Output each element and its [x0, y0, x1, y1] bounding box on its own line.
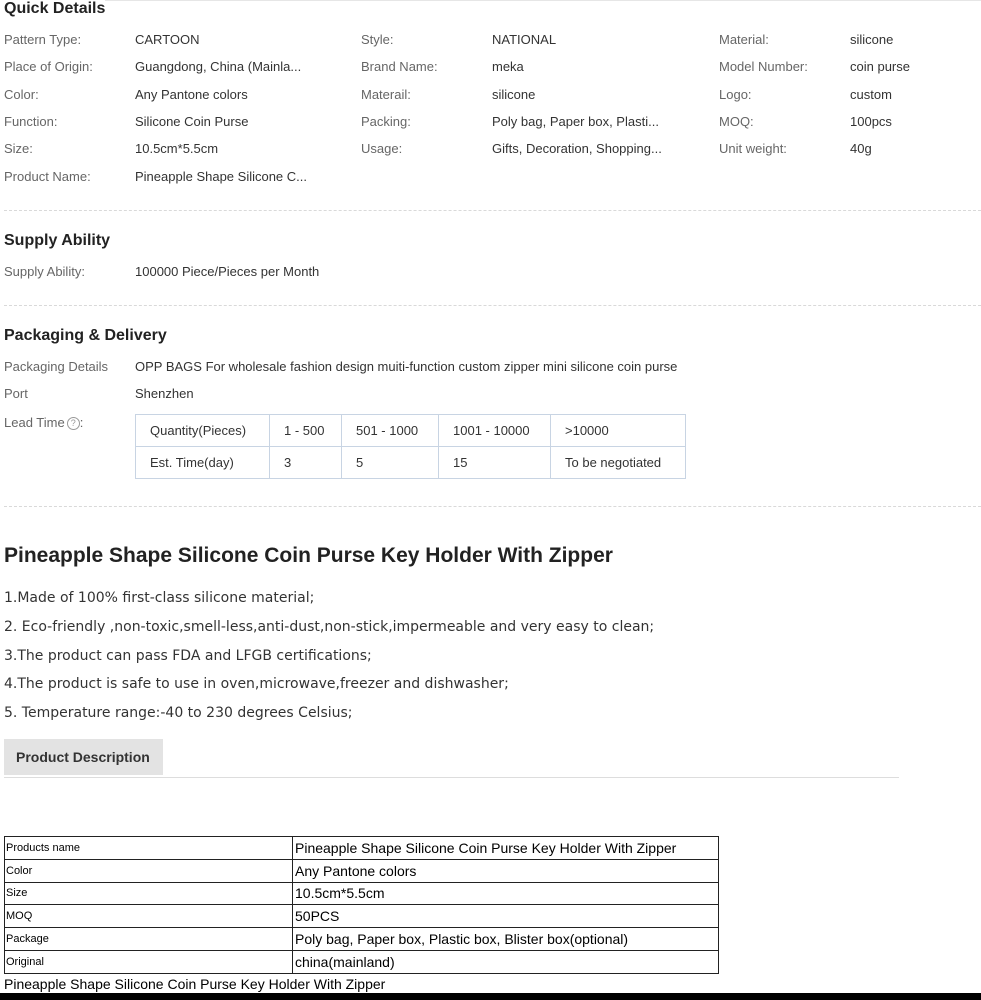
- packaging-details-label: Packaging Details: [4, 359, 109, 374]
- detail-value: NATIONAL: [492, 32, 557, 47]
- section-divider: [4, 305, 981, 306]
- detail-label: Logo:: [719, 87, 752, 102]
- port-value: Shenzhen: [135, 386, 194, 401]
- detail-value: Any Pantone colors: [135, 87, 248, 102]
- detail-value: Gifts, Decoration, Shopping...: [492, 141, 662, 156]
- spec-key: MOQ: [5, 905, 293, 928]
- detail-value: Pineapple Shape Silicone C...: [135, 169, 308, 184]
- detail-value: Poly bag, Paper box, Plasti...: [492, 114, 659, 129]
- detail-label: Material:: [719, 32, 769, 47]
- spec-value: 50PCS: [293, 905, 719, 928]
- table-row: [5, 950, 719, 973]
- detail-value: coin purse: [850, 59, 910, 74]
- port-label: Port: [4, 386, 28, 401]
- supply-ability-label: Supply Ability:: [4, 264, 85, 279]
- detail-label: Size:: [4, 141, 33, 156]
- lead-time-label: Lead Time: [4, 415, 65, 430]
- table-row: [136, 447, 686, 479]
- detail-label: Pattern Type:: [4, 32, 82, 47]
- detail-label: Place of Origin:: [4, 59, 93, 74]
- product-description-tab[interactable]: Product Description: [4, 739, 163, 775]
- detail-label: Function:: [4, 114, 58, 129]
- detail-value: Guangdong, China (Mainla...: [135, 59, 302, 74]
- detail-value: meka: [492, 59, 524, 74]
- section-divider: [4, 210, 981, 211]
- detail-label: Packing:: [361, 114, 411, 129]
- spec-value: Pineapple Shape Silicone Coin Purse Key Holder With Zipper: [293, 837, 719, 860]
- table-cell: >10000: [551, 415, 686, 447]
- table-row: [5, 837, 719, 860]
- lead-time-table: [135, 414, 686, 479]
- spec-value: 10.5cm*5.5cm: [293, 882, 719, 905]
- product-title: Pineapple Shape Silicone Coin Purse Key Holder With Zipper: [4, 544, 613, 567]
- table-cell: 1 - 500: [270, 415, 342, 447]
- detail-value: silicone: [850, 32, 894, 47]
- detail-label: Style:: [361, 32, 394, 47]
- detail-value: silicone: [492, 87, 536, 102]
- detail-label: Model Number:: [719, 59, 808, 74]
- product-spec-table: [4, 836, 719, 974]
- spec-key: Size: [5, 882, 293, 905]
- detail-value: CARTOON: [135, 32, 200, 47]
- feature-item: 2. Eco-friendly ,non-toxic,smell-less,anti-dust,non-stick,impermeable and very easy to clean;: [4, 619, 655, 635]
- lead-time-label-wrap: [4, 415, 83, 430]
- detail-value: custom: [850, 87, 892, 102]
- feature-item: 1.Made of 100% first-class silicone material;: [4, 590, 315, 606]
- help-icon[interactable]: ?: [67, 417, 80, 430]
- quick-details-heading: Quick Details: [4, 0, 106, 17]
- spec-value: Any Pantone colors: [293, 859, 719, 882]
- feature-item: 5. Temperature range:-40 to 230 degrees Celsius;: [4, 705, 353, 721]
- table-cell: 15: [439, 447, 551, 479]
- table-cell: 3: [270, 447, 342, 479]
- spec-value: Poly bag, Paper box, Plastic box, Blister box(optional): [293, 928, 719, 951]
- detail-label: Product Name:: [4, 169, 91, 184]
- table-cell: 5: [342, 447, 439, 479]
- detail-label: MOQ:: [719, 114, 754, 129]
- feature-item: 4.The product is safe to use in oven,microwave,freezer and dishwasher;: [4, 676, 509, 692]
- section-divider: [4, 506, 981, 507]
- detail-label: Materail:: [361, 87, 411, 102]
- spec-key: Color: [5, 859, 293, 882]
- table-cell: Quantity(Pieces): [136, 415, 270, 447]
- spec-key: Products name: [5, 837, 293, 860]
- detail-value: 40g: [850, 141, 872, 156]
- detail-value: 100pcs: [850, 114, 892, 129]
- table-cell: Est. Time(day): [136, 447, 270, 479]
- spec-value: china(mainland): [293, 950, 719, 973]
- table-row: [5, 928, 719, 951]
- table-cell: 1001 - 10000: [439, 415, 551, 447]
- supply-ability-value: 100000 Piece/Pieces per Month: [135, 264, 320, 279]
- feature-item: 3.The product can pass FDA and LFGB certifications;: [4, 648, 372, 664]
- table-row: [5, 882, 719, 905]
- detail-value: Silicone Coin Purse: [135, 114, 249, 129]
- bottom-bar: [0, 993, 981, 1000]
- product-caption: Pineapple Shape Silicone Coin Purse Key Holder With Zipper: [4, 976, 386, 992]
- detail-value: 10.5cm*5.5cm: [135, 141, 219, 156]
- spec-key: Package: [5, 928, 293, 951]
- spec-key: Original: [5, 950, 293, 973]
- detail-label: Usage:: [361, 141, 403, 156]
- table-cell: 501 - 1000: [342, 415, 439, 447]
- table-cell: To be negotiated: [551, 447, 686, 479]
- table-row: [136, 415, 686, 447]
- supply-ability-heading: Supply Ability: [4, 232, 111, 249]
- lead-time-colon: :: [79, 415, 84, 430]
- table-row: [5, 905, 719, 928]
- packaging-details-value: OPP BAGS For wholesale fashion design muiti-function custom zipper mini silicone coin purse: [135, 359, 678, 374]
- heading-divider: [105, 0, 981, 1]
- description-divider: [4, 777, 899, 778]
- detail-label: Unit weight:: [719, 141, 787, 156]
- detail-label: Color:: [4, 87, 39, 102]
- table-row: [5, 859, 719, 882]
- packaging-heading: Packaging & Delivery: [4, 327, 167, 344]
- detail-label: Brand Name:: [361, 59, 438, 74]
